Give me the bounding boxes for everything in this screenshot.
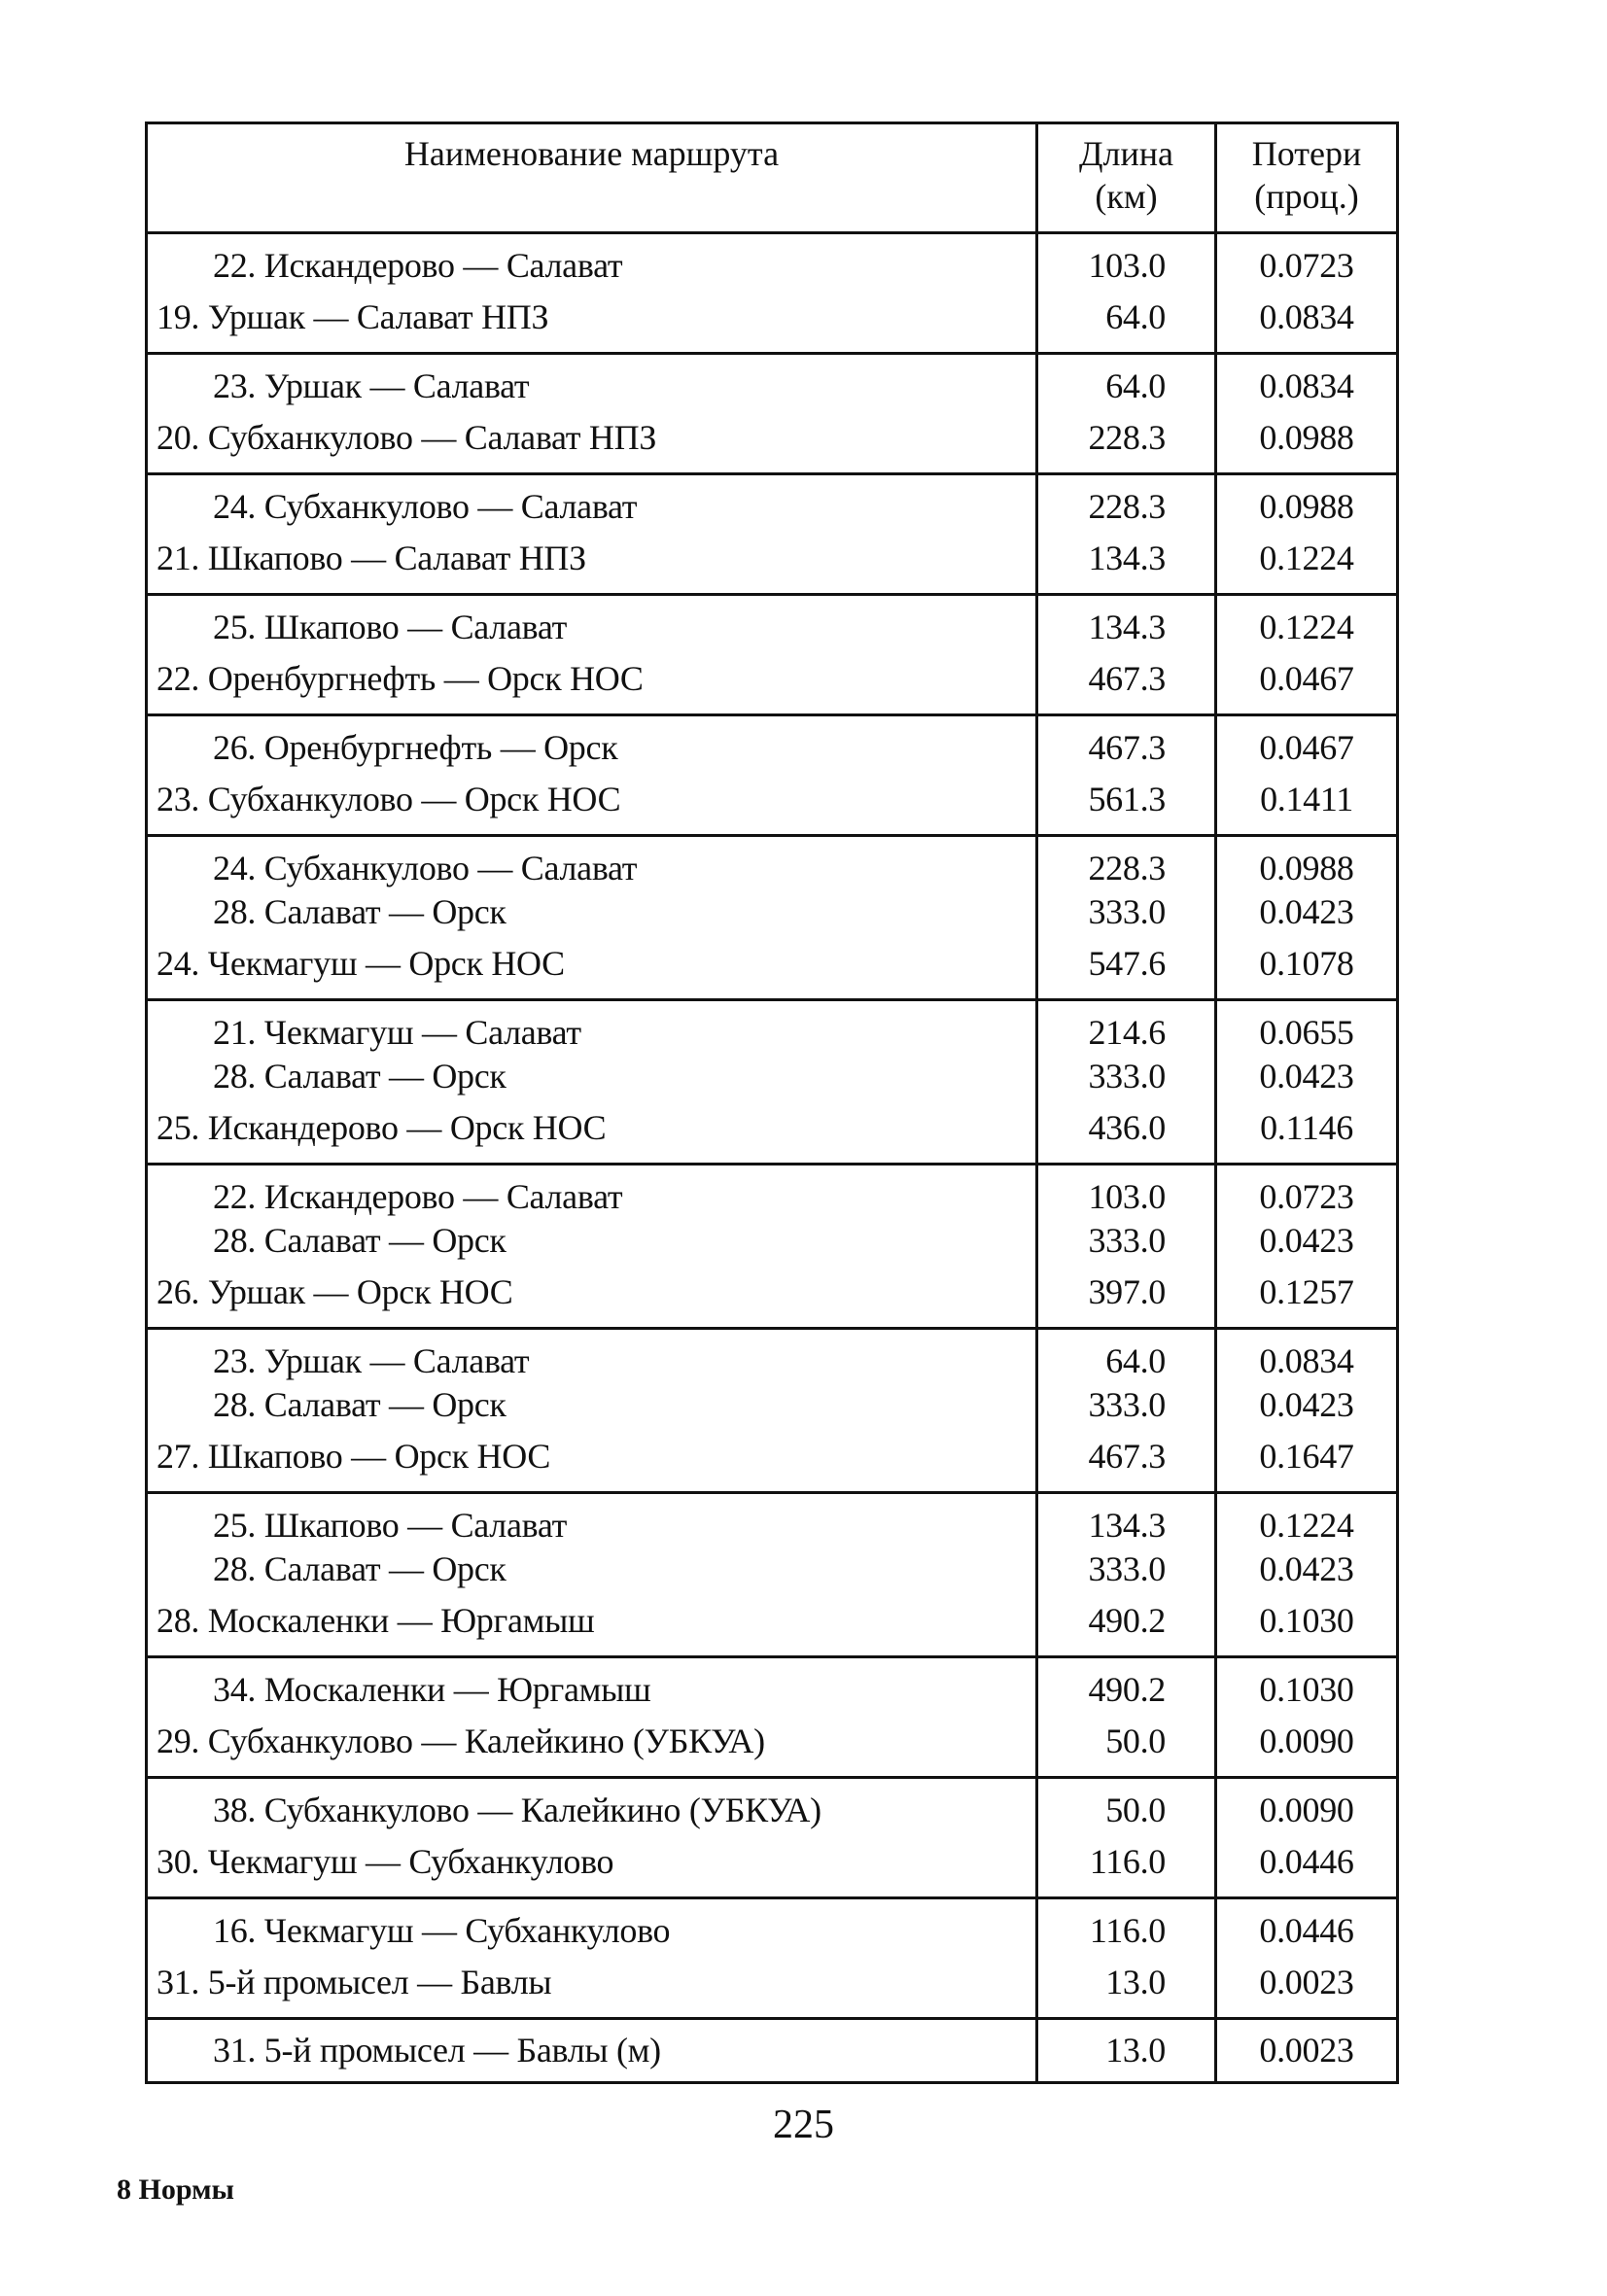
length-cell: 467.3 <box>1088 1437 1166 1476</box>
route-name-cell: 23. Уршак — Салават <box>213 1341 530 1380</box>
route-name-cell: 24. Субханкулово — Салават <box>213 487 638 526</box>
header-loss <box>1217 124 1396 231</box>
header-length-unit: (км) <box>1095 177 1158 216</box>
route-name-cell: 24. Субханкулово — Салават <box>213 849 638 887</box>
table-row-group <box>148 475 1396 596</box>
length-cell: 64.0 <box>1105 366 1166 405</box>
loss-column <box>1217 355 1396 472</box>
route-name-cell: 28. Салават — Орск <box>213 892 507 931</box>
length-cell: 13.0 <box>1105 1963 1166 2001</box>
route-name-column <box>148 1165 1038 1327</box>
table-header <box>148 124 1396 234</box>
route-name-cell: 28. Салават — Орск <box>213 1221 507 1260</box>
route-name-cell: 27. Шкапово — Орск НОС <box>157 1437 551 1476</box>
loss-cell: 0.0446 <box>1259 1842 1354 1881</box>
footer-signature: 8 Нормы <box>117 2174 234 2206</box>
length-cell: 134.3 <box>1088 539 1166 577</box>
loss-column <box>1217 596 1396 713</box>
length-cell: 333.0 <box>1088 1221 1166 1260</box>
length-column <box>1038 475 1217 593</box>
table-row-group <box>148 1779 1396 1899</box>
loss-cell: 0.0834 <box>1259 1341 1354 1380</box>
loss-cell: 0.0090 <box>1259 1791 1354 1829</box>
length-cell: 467.3 <box>1088 728 1166 767</box>
route-name-column <box>148 1330 1038 1491</box>
length-column <box>1038 716 1217 834</box>
table-row-group <box>148 837 1396 1001</box>
header-loss-unit: (проц.) <box>1254 177 1359 216</box>
loss-cell: 0.0467 <box>1259 659 1354 698</box>
loss-cell: 0.0023 <box>1259 1963 1354 2001</box>
table-row-group <box>148 1001 1396 1165</box>
header-loss-label: Потери <box>1251 134 1362 173</box>
length-cell: 103.0 <box>1088 1177 1166 1216</box>
loss-column <box>1217 475 1396 593</box>
route-name-cell: 26. Оренбургнефть — Орск <box>213 728 618 767</box>
length-column <box>1038 1494 1217 1655</box>
table-row-group <box>148 1165 1396 1330</box>
table-row-group <box>148 1494 1396 1658</box>
length-column <box>1038 1330 1217 1491</box>
route-name-cell: 31. 5-й промысел — Бавлы (м) <box>213 2031 661 2070</box>
length-column <box>1038 1658 1217 1776</box>
loss-cell: 0.1411 <box>1260 780 1353 818</box>
length-cell: 561.3 <box>1088 780 1166 818</box>
loss-cell: 0.0446 <box>1259 1911 1354 1950</box>
header-length <box>1038 124 1217 231</box>
table-row-group <box>148 596 1396 716</box>
route-name-cell: 31. 5-й промысел — Бавлы <box>157 1963 552 2001</box>
route-name-cell: 28. Салават — Орск <box>213 1385 507 1424</box>
loss-cell: 0.1030 <box>1259 1601 1354 1640</box>
length-cell: 134.3 <box>1088 608 1166 646</box>
route-name-cell: 22. Искандерово — Салават <box>213 1177 623 1216</box>
loss-cell: 0.0423 <box>1259 1385 1354 1424</box>
loss-cell: 0.0988 <box>1259 418 1354 457</box>
loss-cell: 0.0023 <box>1259 2031 1354 2070</box>
route-name-cell: 29. Субханкулово — Калейкино (УБКУА) <box>157 1722 765 1760</box>
loss-cell: 0.0090 <box>1259 1722 1354 1760</box>
loss-column <box>1217 1899 1396 2017</box>
loss-cell: 0.0423 <box>1259 1549 1354 1588</box>
length-cell: 50.0 <box>1105 1722 1166 1760</box>
length-cell: 134.3 <box>1088 1506 1166 1545</box>
length-cell: 116.0 <box>1089 1842 1166 1881</box>
table-row-group <box>148 234 1396 355</box>
loss-column <box>1217 1658 1396 1776</box>
loss-column <box>1217 1779 1396 1896</box>
length-cell: 333.0 <box>1088 892 1166 931</box>
loss-cell: 0.0467 <box>1259 728 1354 767</box>
route-name-cell: 22. Искандерово — Салават <box>213 246 623 285</box>
table-row-group <box>148 1658 1396 1779</box>
loss-cell: 0.1647 <box>1259 1437 1354 1476</box>
length-cell: 64.0 <box>1105 297 1166 336</box>
length-column <box>1038 1899 1217 2017</box>
route-name-cell: 28. Салават — Орск <box>213 1549 507 1588</box>
route-name-cell: 23. Уршак — Салават <box>213 366 530 405</box>
loss-cell: 0.0723 <box>1259 1177 1354 1216</box>
length-column <box>1038 2020 1217 2081</box>
length-cell: 116.0 <box>1089 1911 1166 1950</box>
route-name-cell: 22. Оренбургнефть — Орск НОС <box>157 659 644 698</box>
length-cell: 490.2 <box>1088 1670 1166 1709</box>
table-row-group <box>148 2020 1396 2081</box>
route-name-cell: 21. Шкапово — Салават НПЗ <box>157 539 586 577</box>
length-cell: 490.2 <box>1088 1601 1166 1640</box>
route-name-column <box>148 596 1038 713</box>
loss-column <box>1217 234 1396 352</box>
length-column <box>1038 1779 1217 1896</box>
length-cell: 64.0 <box>1105 1341 1166 1380</box>
loss-cell: 0.1224 <box>1259 1506 1354 1545</box>
route-name-cell: 16. Чекмагуш — Субханкулово <box>213 1911 671 1950</box>
table-row-group <box>148 355 1396 475</box>
route-name-column <box>148 355 1038 472</box>
length-cell: 333.0 <box>1088 1549 1166 1588</box>
header-length-label: Длина <box>1078 134 1174 173</box>
header-name-label: Наименование маршрута <box>403 134 780 173</box>
length-column <box>1038 1165 1217 1327</box>
route-name-column <box>148 1001 1038 1163</box>
route-name-column <box>148 837 1038 998</box>
loss-column <box>1217 2020 1396 2081</box>
loss-column <box>1217 1330 1396 1491</box>
length-column <box>1038 234 1217 352</box>
length-cell: 333.0 <box>1088 1385 1166 1424</box>
loss-cell: 0.0988 <box>1259 849 1354 887</box>
loss-cell: 0.0423 <box>1259 892 1354 931</box>
loss-cell: 0.0655 <box>1259 1013 1354 1052</box>
length-cell: 214.6 <box>1088 1013 1166 1052</box>
length-cell: 333.0 <box>1088 1057 1166 1096</box>
route-name-cell: 19. Уршак — Салават НПЗ <box>157 297 549 336</box>
loss-cell: 0.0988 <box>1259 487 1354 526</box>
route-name-column <box>148 475 1038 593</box>
loss-cell: 0.0423 <box>1259 1057 1354 1096</box>
route-name-cell: 28. Салават — Орск <box>213 1057 507 1096</box>
length-cell: 436.0 <box>1088 1108 1166 1147</box>
length-cell: 103.0 <box>1088 246 1166 285</box>
route-name-cell: 38. Субханкулово — Калейкино (УБКУА) <box>213 1791 821 1829</box>
route-name-cell: 23. Субханкулово — Орск НОС <box>157 780 621 818</box>
length-cell: 228.3 <box>1088 849 1166 887</box>
loss-cell: 0.0723 <box>1259 246 1354 285</box>
route-name-cell: 25. Искандерово — Орск НОС <box>157 1108 607 1147</box>
loss-cell: 0.0834 <box>1259 297 1354 336</box>
loss-cell: 0.1146 <box>1260 1108 1353 1147</box>
route-name-cell: 34. Москаленки — Юргамыш <box>213 1670 651 1709</box>
table-body <box>148 234 1396 2081</box>
loss-column <box>1217 1494 1396 1655</box>
table-row-group <box>148 1330 1396 1494</box>
loss-cell: 0.0423 <box>1259 1221 1354 1260</box>
route-name-cell: 28. Москаленки — Юргамыш <box>157 1601 595 1640</box>
table-row-group <box>148 1899 1396 2020</box>
length-column <box>1038 1001 1217 1163</box>
loss-cell: 0.0834 <box>1259 366 1354 405</box>
header-route-name <box>148 124 1038 231</box>
loss-cell: 0.1030 <box>1259 1670 1354 1709</box>
length-cell: 547.6 <box>1088 944 1166 983</box>
route-name-column <box>148 234 1038 352</box>
route-name-cell: 25. Шкапово — Салават <box>213 608 568 646</box>
loss-column <box>1217 1165 1396 1327</box>
loss-column <box>1217 837 1396 998</box>
route-name-cell: 30. Чекмагуш — Субханкулово <box>157 1842 614 1881</box>
loss-cell: 0.1078 <box>1259 944 1354 983</box>
route-name-cell: 25. Шкапово — Салават <box>213 1506 568 1545</box>
route-name-column <box>148 2020 1038 2081</box>
route-name-column <box>148 1899 1038 2017</box>
loss-cell: 0.1257 <box>1259 1272 1354 1311</box>
route-name-column <box>148 1658 1038 1776</box>
route-name-cell: 26. Уршак — Орск НОС <box>157 1272 513 1311</box>
route-name-column <box>148 716 1038 834</box>
length-column <box>1038 355 1217 472</box>
length-cell: 50.0 <box>1105 1791 1166 1829</box>
route-name-column <box>148 1779 1038 1896</box>
length-cell: 228.3 <box>1088 418 1166 457</box>
route-name-cell: 24. Чекмагуш — Орск НОС <box>157 944 565 983</box>
length-column <box>1038 596 1217 713</box>
table-row-group <box>148 716 1396 837</box>
length-column <box>1038 837 1217 998</box>
routes-table <box>145 122 1399 2084</box>
loss-cell: 0.1224 <box>1259 539 1354 577</box>
length-cell: 467.3 <box>1088 659 1166 698</box>
length-cell: 13.0 <box>1105 2031 1166 2070</box>
loss-cell: 0.1224 <box>1259 608 1354 646</box>
route-name-cell: 20. Субханкулово — Салават НПЗ <box>157 418 657 457</box>
loss-column <box>1217 1001 1396 1163</box>
length-cell: 397.0 <box>1088 1272 1166 1311</box>
loss-column <box>1217 716 1396 834</box>
route-name-cell: 21. Чекмагуш — Салават <box>213 1013 581 1052</box>
page-number: 225 <box>773 2103 834 2147</box>
length-cell: 228.3 <box>1088 487 1166 526</box>
route-name-column <box>148 1494 1038 1655</box>
